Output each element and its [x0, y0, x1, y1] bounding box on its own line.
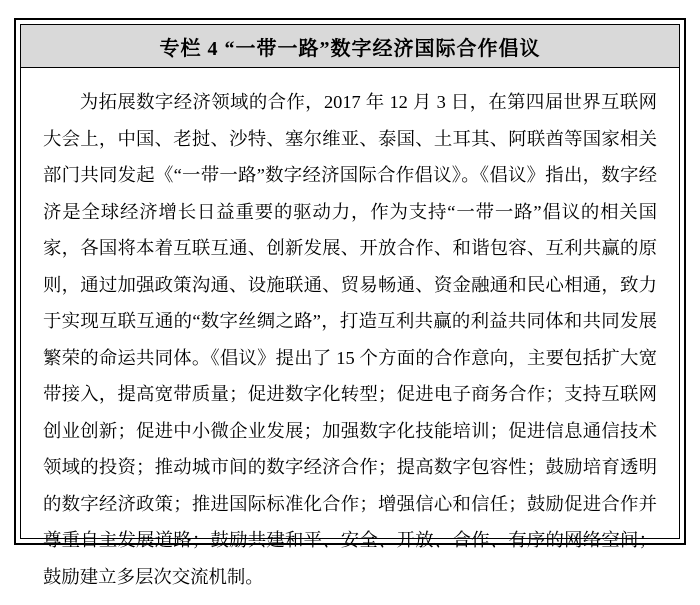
callout-paragraph: 为拓展数字经济领域的合作，2017 年 12 月 3 日，在第四届世界互联网大会上，中国、老挝、沙特、塞尔维亚、泰国、土耳其、阿联酋等国家相关部门共同发起《“一带一路”数字经济国际合作倡议》。《倡议》指出，数字经济是全球经济增长日益重要的驱动力，作为支持“一带一路”倡议的相关国家，各国将本着互联互通、创新发展、开放合作、和谐包容、互利共赢的原则，通过加强政策沟通、设施联通、贸易畅通、资金融通和民心相通，致力于实现互联互通的“数字丝绸之路”，打造互利共赢的利益共同体和共同发展繁荣的命运共同体。《倡议》提出了 15 个方面的合作意向，主要包括扩大宽带接入，提高宽带质量；促进数字化转型；促进电子商务合作；支持互联网创业创新；促进中小微企业发展；加强数字化技能培训；促进信息通信技术领域的投资；推动城市间的数字经济合作；提高数字包容性；鼓励培育透明的数字经济政策；推进国际标准化合作；增强信心和信任；鼓励促进合作并尊重自主发展道路；鼓励共建和平、安全、开放、合作、有序的网络空间；鼓励建立多层次交流机制。	[43, 92, 657, 587]
callout-box	[14, 18, 686, 587]
callout-box-inner	[20, 24, 680, 587]
callout-title-bar	[21, 25, 679, 68]
callout-body	[21, 68, 679, 605]
callout-title: 专栏 4 “一带一路”数字经济国际合作倡议	[159, 37, 541, 60]
